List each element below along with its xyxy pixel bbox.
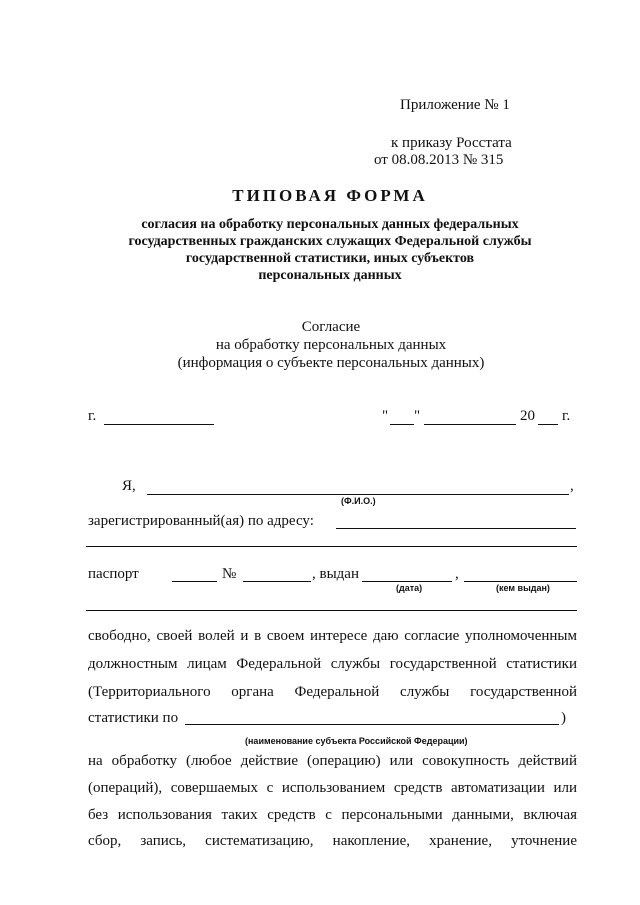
passport-number-sign: № xyxy=(222,566,237,582)
order-reference-line1: к приказу Росстата xyxy=(391,135,512,151)
body-para2-line3: без использования таких средств с персональными данными, включая xyxy=(88,807,577,823)
appendix-label: Приложение № 1 xyxy=(400,97,510,113)
consent-heading-line3: (информация о субъекте персональных данных) xyxy=(177,355,485,371)
order-reference-line2: от 08.08.2013 № 315 xyxy=(374,152,504,168)
body-para1-last-prefix: статистики по xyxy=(88,710,179,726)
body-para2-line2: (операций), совершаемых с использованием средств автоматизации или xyxy=(88,780,577,796)
address-field-line2[interactable] xyxy=(86,546,577,547)
issuer-field[interactable] xyxy=(464,581,577,582)
body-para2-line1: на обработку (любое действие (операцию) или совокупность действий xyxy=(88,753,577,769)
year-prefix: 20 xyxy=(520,408,535,424)
consent-heading-line1: Согласие xyxy=(301,319,361,335)
issuer-caption: (кем выдан) xyxy=(496,583,550,593)
day-field[interactable] xyxy=(390,424,414,425)
day-quote-close: " xyxy=(414,408,421,424)
region-caption: (наименование субъекта Российской Федерации) xyxy=(245,736,468,746)
date-caption: (дата) xyxy=(396,583,423,593)
body-para1-line1: свободно, своей волей и в своем интересе даю согласие уполномоченным xyxy=(88,628,577,644)
fio-trailing-comma: , xyxy=(570,478,574,494)
consent-heading-line2: на обработку персональных данных xyxy=(215,337,447,353)
passport-number-field[interactable] xyxy=(243,581,311,582)
issue-date-field[interactable] xyxy=(362,581,452,582)
body-para1-last-suffix: ) xyxy=(561,710,566,726)
issued-label: , выдан xyxy=(312,566,359,582)
form-subtitle-line3: государственной статистики, иных субъектов xyxy=(185,251,475,266)
fio-caption: (Ф.И.О.) xyxy=(341,496,376,506)
body-para1-line3: (Территориального органа Федеральной службы государственной xyxy=(88,684,577,700)
issue-date-comma: , xyxy=(455,566,459,582)
issuer-field-line2[interactable] xyxy=(86,610,577,611)
fio-field[interactable] xyxy=(147,494,569,495)
passport-label: паспорт xyxy=(88,566,139,582)
address-label: зарегистрированный(ая) по адресу: xyxy=(88,513,314,529)
body-para2-line4: сбор, запись, систематизацию, накопление, хранение, уточнение xyxy=(88,833,577,849)
body-para1-line2: должностным лицам Федеральной службы государственной статистики xyxy=(88,656,577,672)
city-prefix: г. xyxy=(88,408,97,424)
region-field[interactable] xyxy=(185,724,559,725)
passport-series-field[interactable] xyxy=(172,581,217,582)
form-subtitle-line2: государственных гражданских служащих Федеральной службы xyxy=(128,234,532,249)
form-title: ТИПОВАЯ ФОРМА xyxy=(232,186,428,205)
i-label: Я, xyxy=(122,478,136,494)
year-suffix: г. xyxy=(562,408,571,424)
form-subtitle-line1: согласия на обработку персональных данных федеральных xyxy=(141,217,519,232)
address-field-line1[interactable] xyxy=(336,528,576,529)
day-quote-open: " xyxy=(382,408,389,424)
city-field[interactable] xyxy=(104,424,214,425)
year-field[interactable] xyxy=(538,424,558,425)
month-field[interactable] xyxy=(424,424,516,425)
form-subtitle-line4: персональных данных xyxy=(258,268,402,283)
